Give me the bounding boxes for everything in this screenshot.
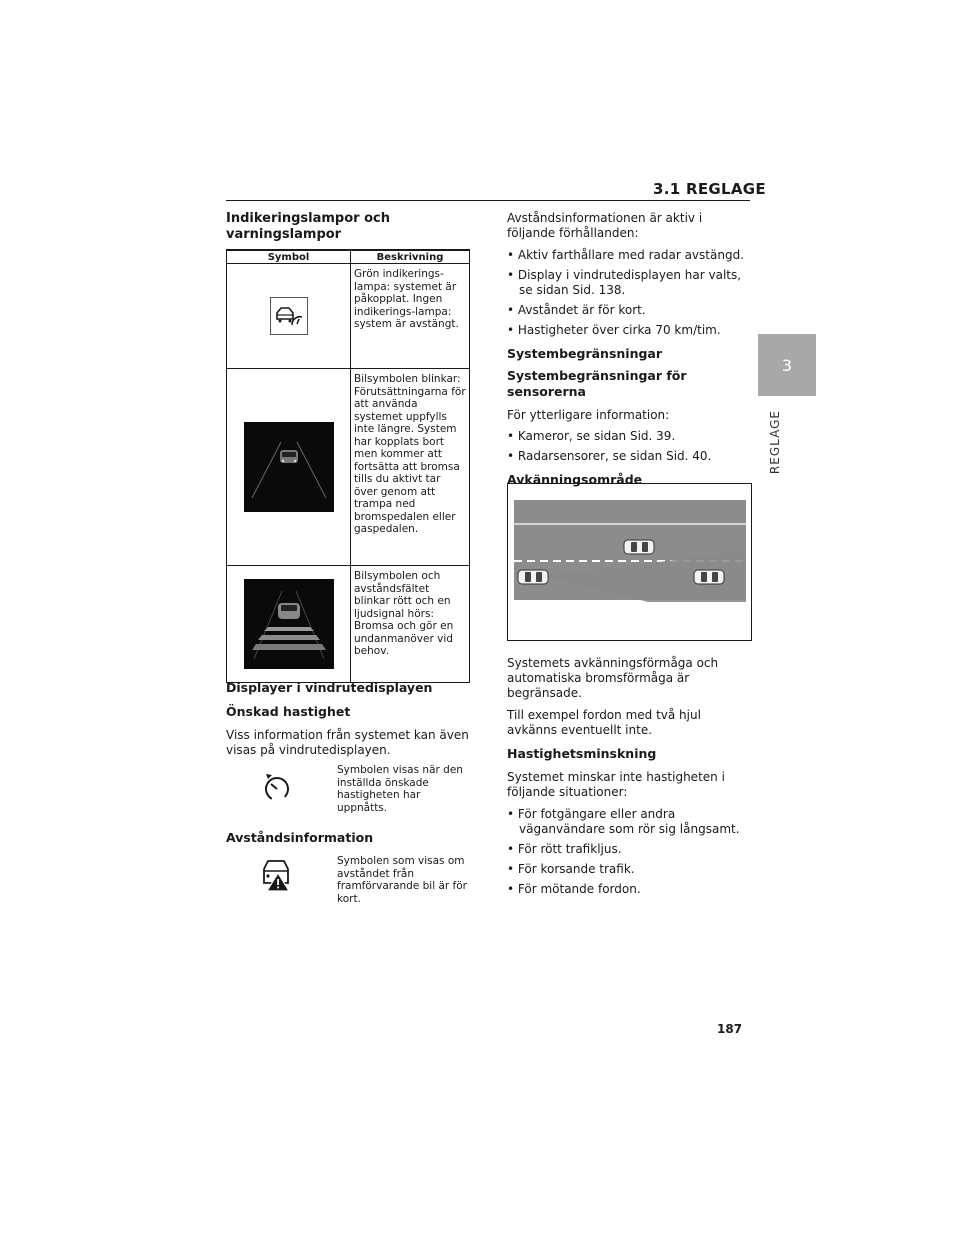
header-rule — [226, 200, 750, 201]
paragraph-systemet: Systemet minskar inte hastigheten i följande situationer: — [507, 770, 725, 799]
chapter-tab-label: REGLAGE — [768, 410, 782, 475]
list-item: • Avståndet är för kort. — [507, 303, 646, 317]
list-item: • För fotgängare eller andra väganvändare som rör sig långsamt. — [507, 807, 740, 836]
heading-systembegransningar: Systembegränsningar — [507, 346, 663, 361]
list-item: • Display i vindrutedisplayen har valts, se sidan Sid. 138. — [507, 268, 742, 297]
section-title — [226, 211, 476, 243]
car-distance-warning-icon — [244, 579, 334, 669]
car-in-lane-icon — [244, 422, 334, 512]
list-item: • Radarsensorer, se sidan Sid. 40. — [507, 449, 712, 463]
paragraph-ytterligare: För ytterligare information: — [507, 408, 670, 422]
table-row-desc: Bilsymbolen och avståndsfältet blinkar rött och en ljudsignal hörs: Bromsa och gör en undanmanöver vid behov. — [351, 566, 470, 683]
heading-avkanning: Avkänningsområde — [507, 472, 643, 487]
acc-radar-icon — [270, 297, 308, 335]
speedometer-icon — [262, 770, 292, 808]
right-column — [507, 211, 753, 488]
chapter-tab[interactable] — [758, 334, 816, 396]
paragraph-viss: Viss information från systemet kan även visas på vindrutedisplayen. — [226, 728, 469, 757]
right-column-lower — [507, 656, 753, 897]
col-symbol: Symbol — [227, 250, 351, 264]
vehicle-ahead-lane — [624, 540, 654, 554]
table-row-icon-cell — [227, 566, 351, 683]
list-item: • Kameror, se sidan Sid. 39. — [507, 429, 676, 443]
list-item: • För rött trafikljus. — [507, 842, 622, 856]
title-line-2: varningslampor — [226, 227, 342, 242]
col-description: Beskrivning — [351, 250, 470, 264]
page-number: 187 — [717, 1022, 743, 1036]
distance-warning-icon — [258, 857, 296, 897]
list-item: • Hastigheter över cirka 70 km/tim. — [507, 323, 721, 337]
section-header: 3.1 REGLAGE — [653, 180, 766, 198]
displayer-section — [226, 680, 476, 758]
vehicle-ahead — [694, 570, 724, 584]
table-row-desc: Grön indikerings-lampa: systemet är påkopplat. Ingen indikerings-lampa: system är avstängt. — [351, 264, 470, 369]
chapter-number: 3 — [781, 355, 793, 375]
own-vehicle — [518, 570, 548, 584]
table-row-desc: Bilsymbolen blinkar: Förutsättningarna för att använda systemet uppfylls inte längre. System har kopplats bort men kommer att fortsätta att bromsa tills du aktivt tar över genom att trampa ned bromspedalen eller gaspedalen. — [351, 369, 470, 566]
paragraph-intro: Avståndsinformationen är aktiv i följande förhållanden: — [507, 211, 703, 240]
table-row-icon-cell — [227, 369, 351, 566]
heading-avstand: Avståndsinformation — [226, 830, 374, 845]
table-row-icon-cell — [227, 264, 351, 369]
heading-onskad: Önskad hastighet — [226, 704, 351, 719]
heading-sensorer: Systembegränsningar för sensorerna — [507, 368, 687, 399]
heading-displayer: Displayer i vindrutedisplayen — [226, 680, 433, 695]
list-item: • För mötande fordon. — [507, 882, 641, 896]
paragraph-systemets: Systemets avkänningsförmåga och automatiska bromsförmåga är begränsade. — [507, 656, 719, 700]
paragraph-till: Till exempel fordon med två hjul avkänns eventuellt inte. — [507, 708, 701, 737]
speed-desc: Symbolen visas när den inställda önskade hastigheten har uppnåtts. — [337, 764, 463, 814]
heading-hastighetsminskning: Hastighetsminskning — [507, 746, 657, 761]
title-line-1: Indikeringslampor och — [226, 211, 390, 226]
list-item: • Aktiv farthållare med radar avstängd. — [507, 248, 744, 262]
list-item: • För korsande trafik. — [507, 862, 635, 876]
detection-area-diagram — [507, 483, 752, 641]
distance-desc: Symbolen som visas om avståndet från framförvarande bil är för kort. — [337, 855, 467, 905]
symbol-table — [226, 249, 470, 683]
